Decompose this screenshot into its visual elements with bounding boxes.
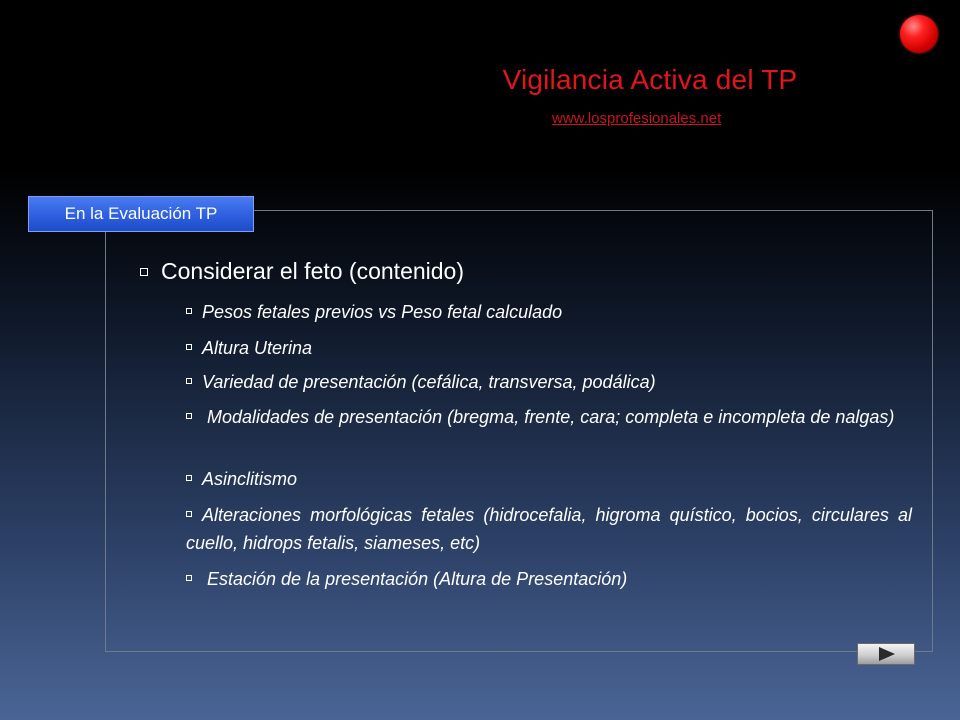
main-item-text: Considerar el feto (contenido) <box>161 258 464 284</box>
list-item-text: Pesos fetales previos vs Peso fetal calculado <box>202 302 563 322</box>
square-bullet-icon <box>186 575 192 581</box>
square-bullet-icon <box>186 378 192 384</box>
list-item <box>186 334 912 362</box>
list-item-text: Modalidades de presentación (bregma, frente, cara; completa e incompleta de nalgas) <box>202 407 895 427</box>
list-item <box>186 565 912 593</box>
list-item-text: Estación de la presentación (Altura de Presentación) <box>202 569 628 589</box>
list-item <box>186 403 912 431</box>
next-slide-button[interactable] <box>857 643 915 665</box>
page-title: Vigilancia Activa del TP <box>502 64 798 95</box>
website-link[interactable]: www.losprofesionales.net <box>552 110 722 127</box>
section-label: En la Evaluación TP <box>28 196 254 232</box>
list-item-text: Altura Uterina <box>202 338 313 358</box>
list-item-text: Alteraciones morfológicas fetales (hidrocefalia, higroma quístico, bocios, circulares al cuello, hidrops fetalis, siameses, etc) <box>186 505 912 553</box>
square-bullet-icon <box>186 511 192 517</box>
list-item-text: Asinclitismo <box>202 469 298 489</box>
square-bullet-icon <box>186 308 192 314</box>
main-bullet-item <box>140 258 464 285</box>
square-bullet-icon <box>186 344 192 350</box>
square-bullet-icon <box>140 268 148 276</box>
square-bullet-icon <box>186 475 192 481</box>
list-item <box>186 501 912 557</box>
list-item <box>186 465 912 493</box>
play-arrow-icon <box>879 647 895 661</box>
square-bullet-icon <box>186 413 192 419</box>
list-item <box>186 298 912 326</box>
red-circle-icon[interactable] <box>900 15 938 53</box>
list-item-text: Variedad de presentación (cefálica, transversa, podálica) <box>202 372 656 392</box>
list-item <box>186 368 912 396</box>
